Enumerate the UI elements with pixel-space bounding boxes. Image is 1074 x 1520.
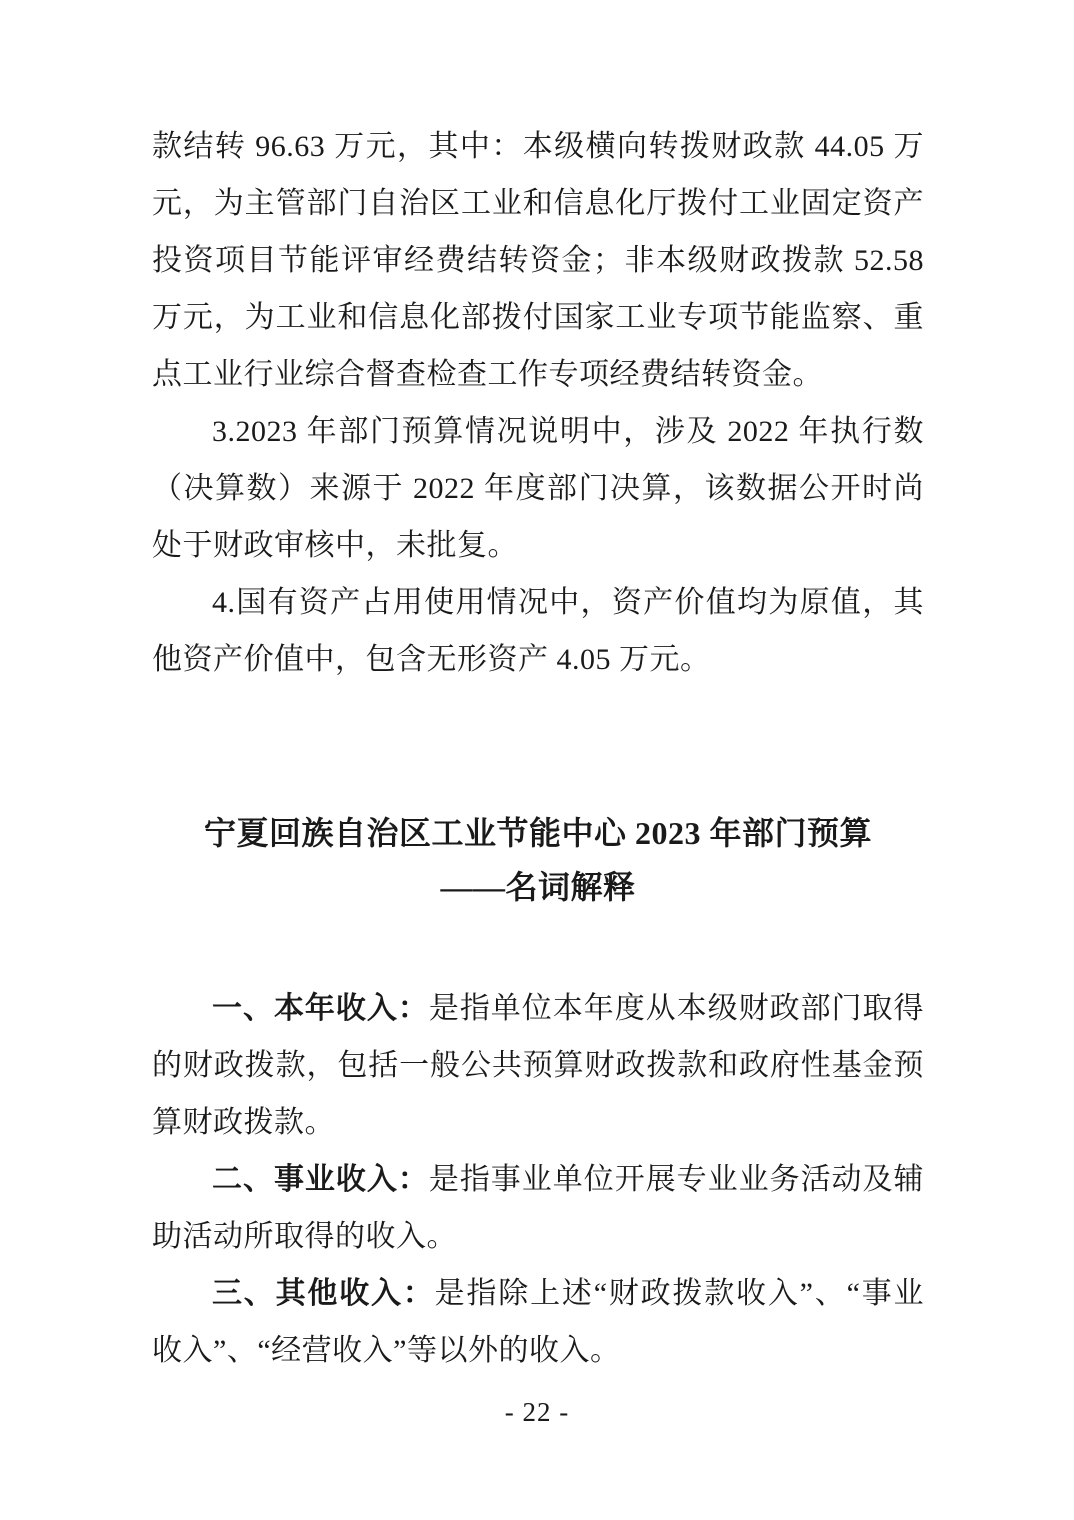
page-subtitle: ——名词解释	[440, 869, 636, 905]
glossary-item	[152, 1151, 924, 1265]
glossary-definition: 是指单位本年度从本级财政部门取得的财政拨款，包括一般公共预算财政拨款和政府性基金预算财政拨款。	[152, 992, 925, 1139]
glossary-item	[152, 1265, 924, 1379]
paragraph-note-4: 4.国有资产占用使用情况中，资产价值均为原值，其他资产价值中，包含无形资产 4.05 万元。	[152, 586, 924, 676]
page-number: - 22 -	[504, 1397, 570, 1427]
glossary-term: 二、事业收入：	[212, 1163, 429, 1196]
glossary-definition: 是指除上述“财政拨款收入”、“事业收入”、“经营收入”等以外的收入。	[152, 1277, 925, 1367]
glossary-list	[152, 980, 924, 1379]
page-content	[152, 118, 924, 1379]
glossary-term: 一、本年收入：	[212, 992, 429, 1025]
section-title-block	[152, 806, 924, 914]
paragraph-note-3: 3.2023 年部门预算情况说明中，涉及 2022 年执行数（决算数）来源于 2022 年度部门决算，该数据公开时尚处于财政审核中，未批复。	[152, 415, 924, 562]
glossary-item	[152, 980, 924, 1151]
paragraph-carryover-detail: 款结转 96.63 万元，其中：本级横向转拨财政款 44.05 万元，为主管部门自治区工业和信息化厅拨付工业固定资产投资项目节能评审经费结转资金；非本级财政拨款 52.58 万元，为工业和信息化部拨付国家工业专项节能监察、重点工业行业综合督查检查工作专项经费结转资金。	[152, 130, 924, 391]
glossary-term: 三、其他收入：	[212, 1277, 435, 1310]
page-title: 宁夏回族自治区工业节能中心 2023 年部门预算	[203, 815, 872, 851]
glossary-definition: 是指事业单位开展专业业务活动及辅助活动所取得的收入。	[152, 1163, 925, 1253]
